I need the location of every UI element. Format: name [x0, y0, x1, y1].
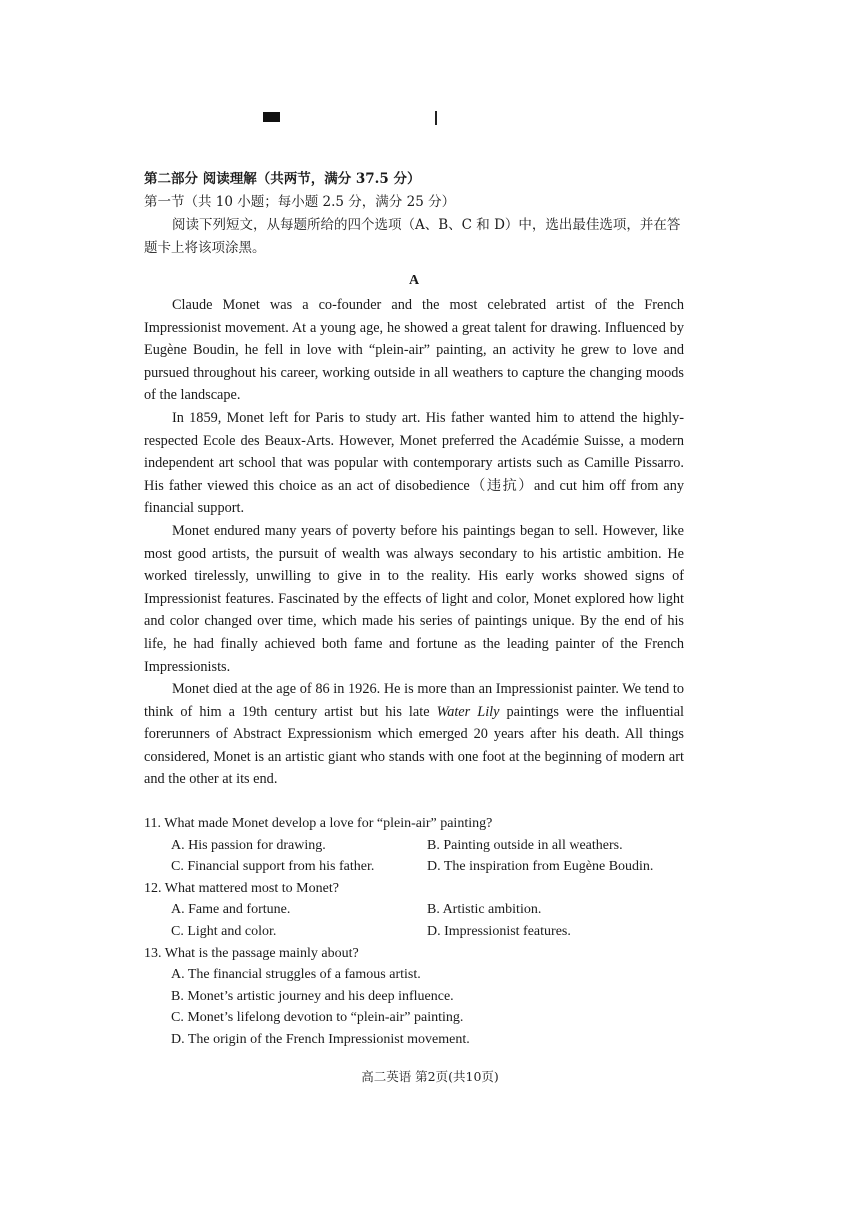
paragraph-4-text-start: Monet died at the age of 86 in 1926. He is more than an Impressionist painter. We tend to think of him a 19th century artist but his late — [144, 681, 684, 720]
paragraph-4-text-end: paintings were the influential forerunners of Abstract Expressionism which emerged 20 years after his death. All things considered, Monet is an artistic giant who stands with one foot at the beginning of modern art and the other at its end. — [144, 703, 685, 788]
question-12-stem: 12. What mattered most to Monet? — [144, 880, 339, 896]
question-12-options-row-2 — [144, 921, 684, 943]
passage-paragraph-3: Monet endured many years of poverty before his paintings began to sell. However, like most good artists, the pursuit of wealth was always secondary to his artistic ambition. He worked tirelessly, unwilling to give in to the reality. His early works showed signs of Impressionist features. Fascinated by the effects of light and color, Monet explored how light and color changed over time, which made his series of paintings unique. By the end of his life, he had finally achieved both fame and fortune as the leading painter of the French Impressionists. — [144, 522, 684, 675]
exam-page-content — [144, 168, 684, 1051]
instructions: 阅读下列短文，从每题所给的四个选项（A、B、C 和 D）中，选出最佳选项，并在答题卡上将该项涂黑。 — [144, 217, 681, 256]
question-13-option-b: B. Monet’s artistic journey and his deep influence. — [171, 988, 454, 1004]
question-11-option-d: D. The inspiration from Eugène Boudin. — [427, 859, 654, 875]
question-12-option-a: A. Fame and fortune. — [171, 902, 291, 918]
section-title: 第一节（共 10 小题；每小题 2.5 分，满分 25 分） — [144, 194, 456, 210]
part-title: 第二部分 阅读理解（共两节，满分 37.5 分） — [144, 171, 421, 187]
question-11-option-b: B. Painting outside in all weathers. — [427, 837, 623, 853]
question-13-option-c: C. Monet’s lifelong devotion to “plein-air” painting. — [171, 1010, 464, 1026]
question-13-option-d: D. The origin of the French Impressionist movement. — [171, 1032, 470, 1047]
question-11-options-row-2 — [144, 856, 684, 878]
passage-letter: A — [408, 273, 420, 288]
scan-registration-mark — [263, 112, 280, 122]
question-12-option-c: C. Light and color. — [171, 924, 277, 940]
question-list — [144, 813, 684, 1051]
question-11-option-c: C. Financial support from his father. — [171, 859, 375, 875]
question-11-option-a: A. His passion for drawing. — [171, 837, 326, 853]
question-12-option-b: B. Artistic ambition. — [427, 902, 542, 918]
passage-paragraph-1: Claude Monet was a co-founder and the most celebrated artist of the French Impressionist movement. At a young age, he showed a great talent for drawing. Influenced by Eugène Boudin, he fell in love with “plein-air” painting, an activity he grew to love and pursued throughout his career, working outside in all weathers to capture the changing moods of the landscape. — [144, 297, 684, 404]
page-footer: 高二英语 第2页(共10页) — [361, 1069, 499, 1084]
question-13-stem: 13. What is the passage mainly about? — [144, 945, 359, 961]
question-12-option-d: D. Impressionist features. — [427, 924, 571, 940]
question-11-stem: 11. What made Monet develop a love for “plein-air” painting? — [144, 816, 493, 832]
question-13-option-a: A. The financial struggles of a famous artist. — [171, 967, 421, 983]
question-12-options-row-1 — [144, 899, 684, 921]
scan-tick-mark — [435, 111, 437, 125]
passage-paragraph-2: In 1859, Monet left for Paris to study art. His father wanted him to attend the highly-respected Ecole des Beaux-Arts. However, Monet preferred the Académie Suisse, a modern independent art school that was popular with contemporary artists such as Camille Pissarro. His father viewed this choice as an act of disobedience（违抗）and cut him off from any financial support. — [144, 409, 684, 517]
passage-paragraph-4 — [144, 678, 684, 791]
water-lily-title: Water Lily — [436, 703, 500, 720]
question-11-options-row-1 — [144, 835, 684, 857]
